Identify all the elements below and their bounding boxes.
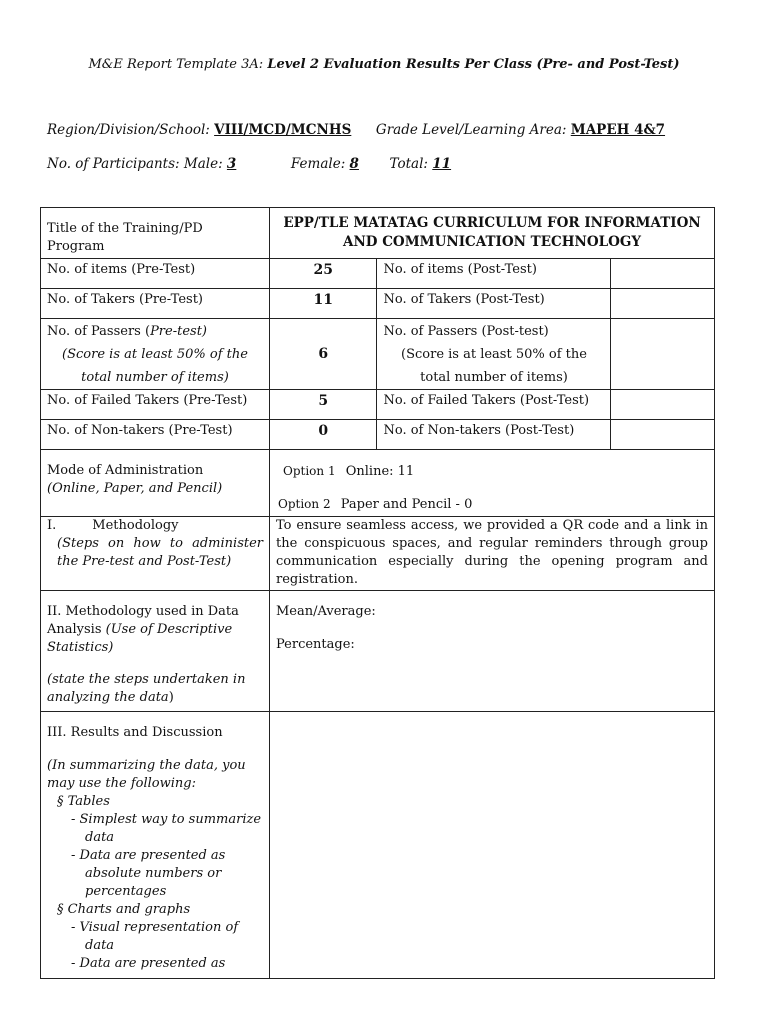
grade-value: MAPEH 4&7 [570,122,666,138]
mode-note: (Online, Paper, and Pencil) [47,481,223,496]
document-title [0,57,768,72]
table-row [41,208,715,259]
methodology-number: I. [47,518,57,533]
total-label: Total: [389,156,428,172]
table-row [41,319,715,390]
tables-bullet-1: - Simplest way to summarize data [71,812,262,845]
passers-post-cell [377,319,611,390]
mode-label: Mode of Administration [47,463,204,478]
template-label: M&E Report Template 3A: [88,57,264,72]
meta-row-school [47,122,665,138]
table-row [41,420,715,450]
report-title: Level 2 Evaluation Results Per Class (Pre- and Post-Test) [267,57,680,72]
percentage-label: Percentage: [276,637,355,652]
takers-pre-value: 11 [270,289,377,319]
items-post-label: No. of items (Post-Test) [377,259,611,289]
table-row [41,450,715,517]
table-row [41,390,715,420]
passers-pre-cell [41,319,270,390]
analysis-note-2-wrap [47,671,263,707]
analysis-note-2-end: ) [168,690,174,705]
passers-pre-label: No. of Passers ( [47,323,151,339]
analysis-cell [41,591,270,712]
charts-bullet-1: - Visual representation of data [71,920,239,953]
female-label: Female: [290,156,346,172]
takers-post-value [611,289,715,319]
tables-label: § Tables [57,794,110,809]
analysis-note-2: (state the steps undertaken in analyzing the data [47,672,246,705]
results-label: III. Results and Discussion [47,725,223,740]
program-title-label: Title of the Training/PD Program [41,208,270,259]
failed-pre-value: 5 [270,390,377,420]
mode-cell [41,450,270,517]
methodology-value: To ensure seamless access, we provided a QR code and a link in the conspicuous spaces, and regular reminders through group communication especially during the opening program and registration. [270,517,715,591]
results-note: (In summarizing the data, you may use the following: [47,758,246,791]
option-1-value: Online: 11 [345,464,415,479]
evaluation-table [40,207,715,979]
nontakers-post-label: No. of Non-takers (Post-Test) [377,420,611,450]
analysis-note: (Use of Descriptive Statistics) [47,622,233,655]
takers-post-label: No. of Takers (Post-Test) [377,289,611,319]
male-value: 3 [226,156,237,172]
nontakers-pre-value: 0 [270,420,377,450]
table-row [41,712,715,979]
region-value: VIII/MCD/MCNHS [214,122,352,138]
passers-pre-note: (Score is at least 50% of the total number of items) [62,346,248,385]
analysis-label: II. Methodology used in Data Analysis [47,604,239,637]
option-2 [276,495,708,514]
table-row [41,259,715,289]
charts-bullet-2: - Data are presented as [71,956,226,971]
meta-row-participants [47,156,451,172]
grade-label: Grade Level/Learning Area: [375,122,567,138]
region-label: Region/Division/School: [47,122,210,138]
table-row [41,591,715,712]
methodology-heading [47,517,263,535]
passers-pre-label-italic: Pre-test) [150,323,207,339]
table-row [41,289,715,319]
passers-post-label: No. of Passers (Post-test) [383,323,549,339]
male-label: Male: [183,156,223,172]
failed-post-value [611,390,715,420]
female-value: 8 [349,156,359,172]
failed-post-label: No. of Failed Takers (Post-Test) [377,390,611,420]
results-cell [41,712,270,979]
option-2-value: Paper and Pencil - 0 [340,497,473,512]
mode-options-cell [270,450,715,517]
option-1-label: Option 1 [283,464,336,478]
mean-label: Mean/Average: [276,604,376,619]
charts-label: § Charts and graphs [57,902,191,917]
passers-post-note: (Score is at least 50% of the total number of items) [401,346,587,385]
items-pre-label: No. of items (Pre-Test) [41,259,270,289]
passers-pre-value: 6 [270,319,377,390]
results-value [270,712,715,979]
items-post-value [611,259,715,289]
items-pre-value: 25 [270,259,377,289]
nontakers-post-value [611,420,715,450]
option-1 [276,462,708,481]
methodology-note: (Steps on how to administer the Pre-test and Post-Test) [57,536,263,569]
total-value: 11 [432,156,452,172]
failed-pre-label: No. of Failed Takers (Pre-Test) [41,390,270,420]
table-row [41,517,715,591]
methodology-cell [41,517,270,591]
tables-bullet-2: - Data are presented as absolute numbers or percentages [71,848,226,899]
participants-label: No. of Participants: [47,156,180,172]
nontakers-pre-label: No. of Non-takers (Pre-Test) [41,420,270,450]
methodology-label: Methodology [92,518,179,533]
analysis-values-cell [270,591,715,712]
program-title-value: EPP/TLE MATATAG CURRICULUM FOR INFORMATION AND COMMUNICATION TECHNOLOGY [270,208,715,259]
passers-post-value [611,319,715,390]
option-2-label: Option 2 [278,497,331,511]
takers-pre-label: No. of Takers (Pre-Test) [41,289,270,319]
